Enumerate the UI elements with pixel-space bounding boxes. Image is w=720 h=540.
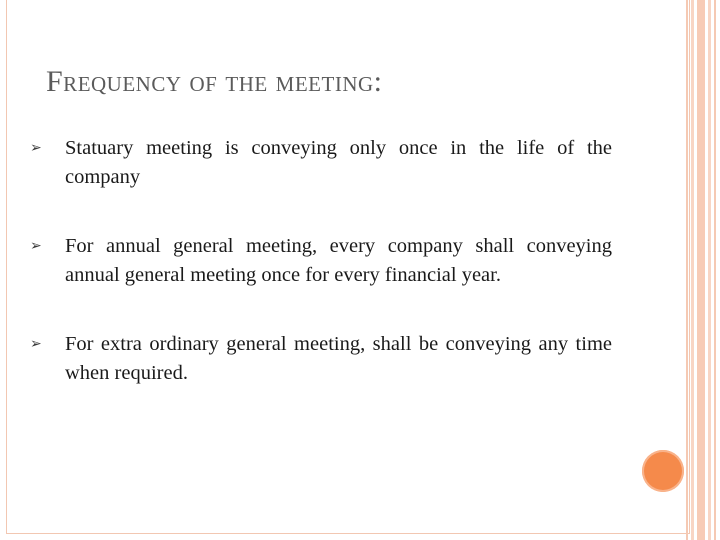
stripe [708,0,711,540]
accent-circle [642,450,684,492]
decorative-stripes [686,0,720,540]
arrow-bullet-icon: ➢ [30,238,42,254]
arrow-bullet-icon: ➢ [30,140,42,156]
bullet-item [30,232,612,290]
arrow-bullet-icon: ➢ [30,336,42,352]
stripe [686,0,688,540]
slide-title: Frequency of the meeting: [46,65,383,98]
stripe [714,0,716,540]
stripe [697,0,705,540]
bullet-list [30,134,612,388]
bullet-item [30,330,612,388]
bullet-item [30,134,612,192]
bullet-text: Statuary meeting is conveying only once in the life of the company [65,137,612,188]
stripe [691,0,694,540]
bullet-text: For annual general meeting, every company shall conveying annual general meeting once for every financial year. [65,235,612,286]
bullet-text: For extra ordinary general meeting, shall be conveying any time when required. [65,333,612,384]
